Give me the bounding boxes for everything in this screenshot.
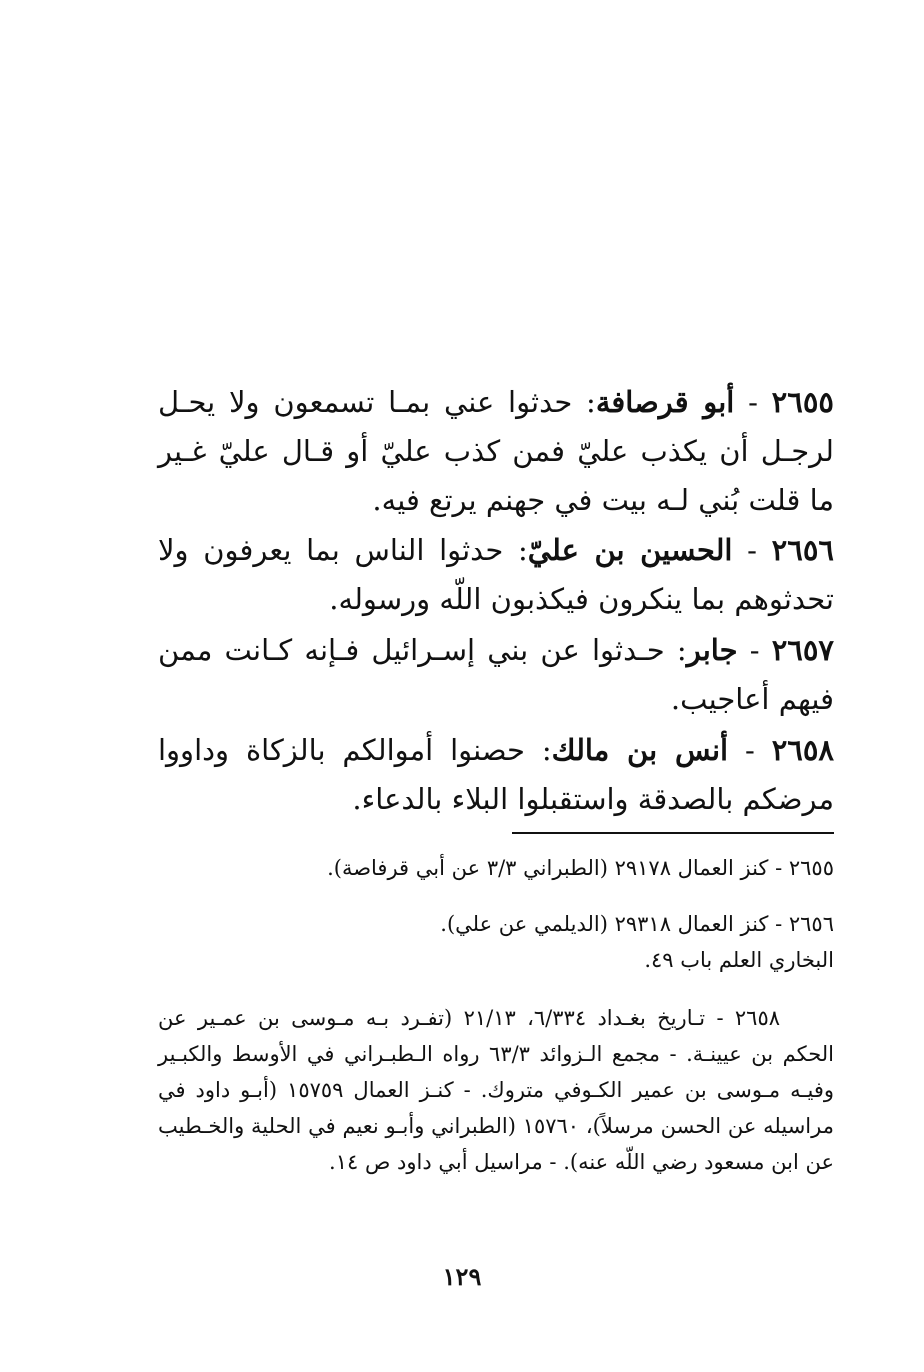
hadith-number: ٢٦٥٧ bbox=[771, 633, 834, 667]
footnote-line: تـاريخ بغـداد ٦/٣٣٤، ٢١/١٣ (تفـرد بـه مـوسى بن عمـير عن الحكم بن عيينـة. - مجمع الـزوائد ٦٣/٣ رواه الـطبـراني في الأوسط والكبـير وفيـه مـوسى بن عمير الكـوفي متروك. - كنـز العمال ١٥٧٥٩ (أبـو داود في مراسيله عن الحسن مرسلاً)، ١٥٧٦٠ (الطبراني وأبـو نعيم في الحلية والخـطيب عن ابن مسعود رضي اللّه عنه). - مراسيل أبي داود ص ١٤. bbox=[158, 1006, 834, 1174]
hadith-2655 bbox=[158, 378, 834, 525]
footnote-separator-rule bbox=[512, 832, 834, 834]
hadith-text: حدثوا الناس بما يعرفون ولا تحدثوهم بما ينكرون فيكذبون اللّه ورسوله. bbox=[158, 533, 834, 616]
footnote-separator: - bbox=[705, 1006, 735, 1030]
footnote-number: ٢٦٥٦ bbox=[788, 912, 834, 936]
footnote-2655 bbox=[158, 850, 888, 886]
footnote-line: كنز العمال ٢٩١٧٨ (الطبراني ٣/٣ عن أبي قرفاصة). bbox=[327, 856, 769, 880]
hadith-text: حدثوا عني بمـا تسمعون ولا يحـل لرجـل أن يكذب عليّ فمن كذب عليّ أو قـال عليّ غـير ما قلت بُني لـه بيت في جهنم يرتع فيه. bbox=[158, 385, 834, 517]
hadith-narrator: أنس بن مالك bbox=[551, 733, 729, 767]
footnote-separator: - bbox=[768, 856, 789, 880]
footnote-2656 bbox=[158, 906, 888, 978]
hadith-colon: : bbox=[664, 633, 687, 667]
footnote-line: كنز العمال ٢٩٣١٨ (الديلمي عن علي). bbox=[440, 912, 769, 936]
hadith-narrator: أبو قرصافة bbox=[595, 385, 735, 419]
hadith-2658 bbox=[158, 726, 834, 824]
hadith-separator: - bbox=[732, 533, 772, 567]
hadith-text: حصنوا أموالكم بالزكاة وداووا مرضكم بالصدقة واستقبلوا البلاء بالدعاء. bbox=[158, 733, 834, 816]
page-number: ١٢٩ bbox=[442, 1262, 482, 1291]
hadith-narrator: الحسين بن عليّ bbox=[527, 533, 733, 567]
hadith-number: ٢٦٥٨ bbox=[771, 733, 834, 767]
hadith-number: ٢٦٥٥ bbox=[771, 385, 834, 419]
footnote-number: ٢٦٥٥ bbox=[788, 856, 834, 880]
footnote-separator: - bbox=[768, 912, 789, 936]
footnote-line-1 bbox=[158, 906, 834, 942]
hadith-colon: : bbox=[503, 533, 528, 567]
footnote-2658 bbox=[158, 1000, 834, 1180]
hadith-number: ٢٦٥٦ bbox=[771, 533, 834, 567]
hadith-2657 bbox=[158, 626, 834, 724]
hadith-2656 bbox=[158, 526, 834, 624]
hadith-separator: - bbox=[728, 733, 772, 767]
hadith-separator: - bbox=[737, 633, 772, 667]
footnote-number: ٢٦٥٨ bbox=[734, 1006, 781, 1030]
footnote-line-2: البخاري العلم باب ٤٩. bbox=[644, 948, 834, 972]
hadith-text: حـدثوا عن بني إسـرائيل فـإنه كـانت ممن فيهم أعاجيب. bbox=[158, 633, 834, 716]
hadith-separator: - bbox=[734, 385, 772, 419]
hadith-colon: : bbox=[572, 385, 596, 419]
hadith-colon: : bbox=[524, 733, 552, 767]
hadith-narrator: جابر bbox=[686, 633, 738, 667]
